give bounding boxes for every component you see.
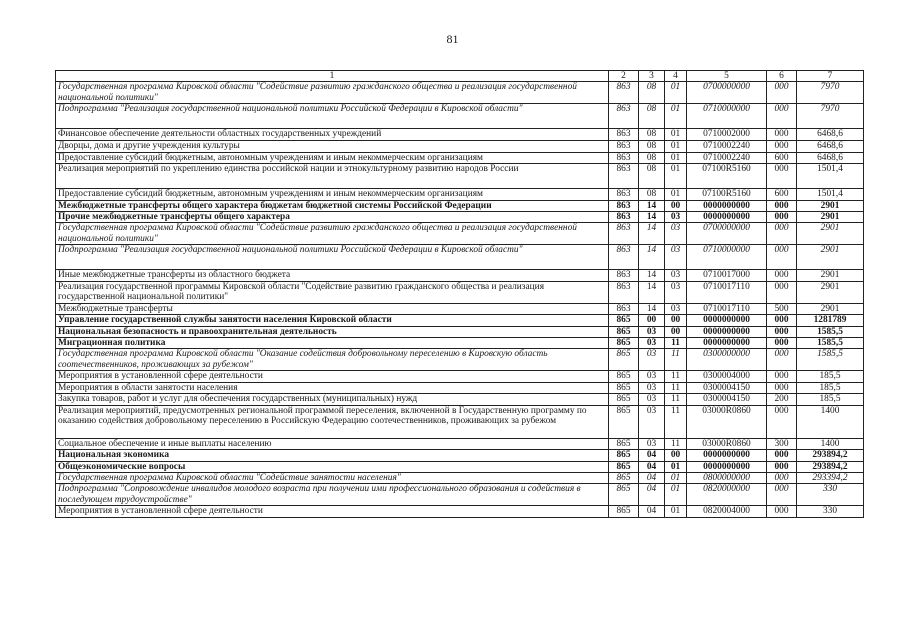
subsection-code-cell: 11 — [665, 338, 687, 349]
item-name-cell: Прочие межбюджетные трансферты общего характера — [56, 212, 609, 223]
amount-cell: 2901 — [797, 223, 864, 245]
expense-type-cell: 000 — [767, 450, 797, 461]
ministry-code-cell: 865 — [609, 326, 639, 337]
section-code-cell: 03 — [639, 394, 665, 405]
section-code-cell: 04 — [639, 484, 665, 506]
subsection-code-cell: 01 — [665, 506, 687, 517]
header-cell: 1 — [56, 71, 609, 82]
table-row — [56, 104, 864, 129]
subsection-code-cell: 00 — [665, 315, 687, 326]
section-code-cell: 04 — [639, 472, 665, 483]
item-name-cell: Мероприятия в установленной сфере деятельности — [56, 506, 609, 517]
item-name-cell: Подпрограмма "Реализация государственной национальной политики Российской Федерации в Кировской области" — [56, 104, 609, 129]
subsection-code-cell: 11 — [665, 371, 687, 382]
amount-cell: 6468,6 — [797, 152, 864, 163]
section-code-cell: 08 — [639, 129, 665, 141]
ministry-code-cell: 863 — [609, 141, 639, 152]
target-article-cell: 0710017110 — [687, 303, 767, 314]
item-name-cell: Реализация мероприятий, предусмотренных региональной программой переселения, включенной в Государственную программу по оказанию содействия добровольному переселению в Российскую Федерацию соотечественников, проживающих за рубежом — [56, 405, 609, 438]
ministry-code-cell: 863 — [609, 281, 639, 303]
target-article-cell: 0000000000 — [687, 315, 767, 326]
section-code-cell: 08 — [639, 141, 665, 152]
target-article-cell: 0710000000 — [687, 104, 767, 129]
ministry-code-cell: 863 — [609, 223, 639, 245]
subsection-code-cell: 11 — [665, 438, 687, 449]
subsection-code-cell: 01 — [665, 82, 687, 104]
section-code-cell: 04 — [639, 506, 665, 517]
expense-type-cell: 000 — [767, 212, 797, 223]
item-name-cell: Общеэкономические вопросы — [56, 461, 609, 472]
amount-cell: 7970 — [797, 104, 864, 129]
expense-type-cell: 200 — [767, 394, 797, 405]
ministry-code-cell: 863 — [609, 82, 639, 104]
expense-type-cell: 000 — [767, 382, 797, 393]
subsection-code-cell: 01 — [665, 189, 687, 200]
item-name-cell: Мероприятия в установленной сфере деятельности — [56, 371, 609, 382]
ministry-code-cell: 863 — [609, 152, 639, 163]
ministry-code-cell: 865 — [609, 450, 639, 461]
item-name-cell: Предоставление субсидий бюджетным, автономным учреждениям и иным некоммерческим организациям — [56, 152, 609, 163]
section-code-cell: 08 — [639, 104, 665, 129]
ministry-code-cell: 865 — [609, 349, 639, 371]
target-article-cell: 0800000000 — [687, 472, 767, 483]
ministry-code-cell: 865 — [609, 371, 639, 382]
table-row — [56, 506, 864, 517]
item-name-cell: Государственная программа Кировской области "Содействие развитию гражданского общества и реализация государственной национальной политики" — [56, 82, 609, 104]
target-article-cell: 07100R5160 — [687, 189, 767, 200]
subsection-code-cell: 01 — [665, 472, 687, 483]
amount-cell: 1400 — [797, 438, 864, 449]
expense-type-cell: 000 — [767, 461, 797, 472]
section-code-cell: 00 — [639, 315, 665, 326]
header-cell: 5 — [687, 71, 767, 82]
header-cell: 4 — [665, 71, 687, 82]
section-code-cell: 14 — [639, 281, 665, 303]
item-name-cell: Подпрограмма "Реализация государственной национальной политики Российской Федерации в Кировской области" — [56, 245, 609, 270]
section-code-cell: 03 — [639, 371, 665, 382]
subsection-code-cell: 03 — [665, 281, 687, 303]
subsection-code-cell: 11 — [665, 349, 687, 371]
amount-cell: 1585,5 — [797, 349, 864, 371]
budget-table — [55, 70, 864, 518]
target-article-cell: 0710000000 — [687, 245, 767, 270]
subsection-code-cell: 01 — [665, 152, 687, 163]
expense-type-cell: 000 — [767, 245, 797, 270]
subsection-code-cell: 01 — [665, 104, 687, 129]
amount-cell: 293394,2 — [797, 472, 864, 483]
table-header-row — [56, 71, 864, 82]
amount-cell: 6468,6 — [797, 129, 864, 141]
target-article-cell: 03000R0860 — [687, 405, 767, 438]
item-name-cell: Дворцы, дома и другие учреждения культуры — [56, 141, 609, 152]
item-name-cell: Мероприятия в области занятости населения — [56, 382, 609, 393]
section-code-cell: 14 — [639, 223, 665, 245]
table-row — [56, 245, 864, 270]
subsection-code-cell: 00 — [665, 450, 687, 461]
table-row — [56, 281, 864, 303]
target-article-cell: 07100R5160 — [687, 164, 767, 189]
subsection-code-cell: 03 — [665, 223, 687, 245]
target-article-cell: 0710002000 — [687, 129, 767, 141]
item-name-cell: Реализация государственной программы Кировской области "Содействие развитию гражданского общества и реализация государственной национальной политики" — [56, 281, 609, 303]
item-name-cell: Государственная программа Кировской области "Содействие занятости населения" — [56, 472, 609, 483]
target-article-cell: 0300004150 — [687, 382, 767, 393]
expense-type-cell: 000 — [767, 129, 797, 141]
page-number: 81 — [446, 32, 459, 46]
target-article-cell: 0000000000 — [687, 338, 767, 349]
target-article-cell: 0710017000 — [687, 270, 767, 281]
expense-type-cell: 000 — [767, 82, 797, 104]
subsection-code-cell: 11 — [665, 394, 687, 405]
table-row — [56, 223, 864, 245]
expense-type-cell: 000 — [767, 281, 797, 303]
table-row — [56, 484, 864, 506]
ministry-code-cell: 865 — [609, 338, 639, 349]
amount-cell: 1501,4 — [797, 164, 864, 189]
table-row — [56, 472, 864, 483]
subsection-code-cell: 11 — [665, 382, 687, 393]
table-row — [56, 152, 864, 163]
table-row — [56, 394, 864, 405]
target-article-cell: 0710002240 — [687, 152, 767, 163]
section-code-cell: 03 — [639, 338, 665, 349]
subsection-code-cell: 01 — [665, 461, 687, 472]
ministry-code-cell: 863 — [609, 212, 639, 223]
ministry-code-cell: 865 — [609, 461, 639, 472]
expense-type-cell: 000 — [767, 484, 797, 506]
ministry-code-cell: 863 — [609, 303, 639, 314]
subsection-code-cell: 03 — [665, 212, 687, 223]
target-article-cell: 0710002240 — [687, 141, 767, 152]
target-article-cell: 0300004150 — [687, 394, 767, 405]
subsection-code-cell: 00 — [665, 326, 687, 337]
expense-type-cell: 000 — [767, 405, 797, 438]
expense-type-cell: 000 — [767, 141, 797, 152]
section-code-cell: 04 — [639, 461, 665, 472]
expense-type-cell: 000 — [767, 371, 797, 382]
target-article-cell: 0000000000 — [687, 200, 767, 211]
expense-type-cell: 000 — [767, 326, 797, 337]
subsection-code-cell: 01 — [665, 484, 687, 506]
header-cell: 2 — [609, 71, 639, 82]
section-code-cell: 04 — [639, 450, 665, 461]
table-row — [56, 438, 864, 449]
table-row — [56, 450, 864, 461]
ministry-code-cell: 865 — [609, 405, 639, 438]
table-row — [56, 382, 864, 393]
amount-cell: 1585,5 — [797, 326, 864, 337]
ministry-code-cell: 863 — [609, 189, 639, 200]
item-name-cell: Национальная безопасность и правоохранительная деятельность — [56, 326, 609, 337]
expense-type-cell: 000 — [767, 472, 797, 483]
target-article-cell: 0820004000 — [687, 506, 767, 517]
amount-cell: 330 — [797, 484, 864, 506]
item-name-cell: Межбюджетные трансферты — [56, 303, 609, 314]
subsection-code-cell: 00 — [665, 200, 687, 211]
target-article-cell: 0700000000 — [687, 223, 767, 245]
target-article-cell: 0700000000 — [687, 82, 767, 104]
ministry-code-cell: 865 — [609, 506, 639, 517]
target-article-cell: 0300004000 — [687, 371, 767, 382]
expense-type-cell: 000 — [767, 270, 797, 281]
section-code-cell: 14 — [639, 245, 665, 270]
ministry-code-cell: 865 — [609, 438, 639, 449]
amount-cell: 185,5 — [797, 394, 864, 405]
table-row — [56, 338, 864, 349]
ministry-code-cell: 865 — [609, 484, 639, 506]
table-row — [56, 349, 864, 371]
table-row — [56, 164, 864, 189]
item-name-cell: Миграционная политика — [56, 338, 609, 349]
expense-type-cell: 000 — [767, 349, 797, 371]
expense-type-cell: 000 — [767, 315, 797, 326]
table-row — [56, 270, 864, 281]
section-code-cell: 03 — [639, 326, 665, 337]
table-row — [56, 200, 864, 211]
item-name-cell: Управление государственной службы занятости населения Кировской области — [56, 315, 609, 326]
table-row — [56, 189, 864, 200]
amount-cell: 293894,2 — [797, 461, 864, 472]
item-name-cell: Межбюджетные трансферты общего характера бюджетам бюджетной системы Российской Федерации — [56, 200, 609, 211]
ministry-code-cell: 863 — [609, 129, 639, 141]
item-name-cell: Социальное обеспечение и иные выплаты населению — [56, 438, 609, 449]
subsection-code-cell: 01 — [665, 164, 687, 189]
item-name-cell: Государственная программа Кировской области "Оказание содействия добровольному переселению в Кировскую область соотечественников, проживающих за рубежом" — [56, 349, 609, 371]
amount-cell: 2901 — [797, 212, 864, 223]
expense-type-cell: 000 — [767, 164, 797, 189]
amount-cell: 185,5 — [797, 382, 864, 393]
section-code-cell: 14 — [639, 270, 665, 281]
subsection-code-cell: 11 — [665, 405, 687, 438]
target-article-cell: 03000R0860 — [687, 438, 767, 449]
expense-type-cell: 300 — [767, 438, 797, 449]
amount-cell: 7970 — [797, 82, 864, 104]
section-code-cell: 14 — [639, 200, 665, 211]
item-name-cell: Подпрограмма "Сопровождение инвалидов молодого возраста при получении ими профессионального образования и содействия в последующем трудоустройстве" — [56, 484, 609, 506]
ministry-code-cell: 865 — [609, 394, 639, 405]
table-row — [56, 212, 864, 223]
subsection-code-cell: 03 — [665, 245, 687, 270]
amount-cell: 2901 — [797, 245, 864, 270]
target-article-cell: 0710017110 — [687, 281, 767, 303]
section-code-cell: 08 — [639, 152, 665, 163]
ministry-code-cell: 863 — [609, 200, 639, 211]
item-name-cell: Государственная программа Кировской области "Содействие развитию гражданского общества и реализация государственной национальной политики" — [56, 223, 609, 245]
subsection-code-cell: 03 — [665, 270, 687, 281]
item-name-cell: Закупка товаров, работ и услуг для обеспечения государственных (муниципальных) нужд — [56, 394, 609, 405]
ministry-code-cell: 863 — [609, 245, 639, 270]
table-row — [56, 141, 864, 152]
ministry-code-cell: 865 — [609, 315, 639, 326]
expense-type-cell: 600 — [767, 152, 797, 163]
amount-cell: 293894,2 — [797, 450, 864, 461]
section-code-cell: 08 — [639, 82, 665, 104]
amount-cell: 2901 — [797, 270, 864, 281]
section-code-cell: 03 — [639, 382, 665, 393]
section-code-cell: 03 — [639, 405, 665, 438]
item-name-cell: Реализация мероприятий по укреплению единства российской нации и этнокультурному развитию народов России — [56, 164, 609, 189]
header-cell: 6 — [767, 71, 797, 82]
target-article-cell: 0000000000 — [687, 450, 767, 461]
item-name-cell: Предоставление субсидий бюджетным, автономным учреждениям и иным некоммерческим организациям — [56, 189, 609, 200]
amount-cell: 2901 — [797, 200, 864, 211]
amount-cell: 1281789 — [797, 315, 864, 326]
target-article-cell: 0000000000 — [687, 212, 767, 223]
table-row — [56, 303, 864, 314]
table-row — [56, 405, 864, 438]
amount-cell: 1501,4 — [797, 189, 864, 200]
target-article-cell: 0300000000 — [687, 349, 767, 371]
table-row — [56, 82, 864, 104]
item-name-cell: Финансовое обеспечение деятельности областных государственных учреждений — [56, 129, 609, 141]
amount-cell: 2901 — [797, 303, 864, 314]
ministry-code-cell: 865 — [609, 472, 639, 483]
expense-type-cell: 500 — [767, 303, 797, 314]
ministry-code-cell: 863 — [609, 164, 639, 189]
expense-type-cell: 000 — [767, 506, 797, 517]
item-name-cell: Национальная экономика — [56, 450, 609, 461]
expense-type-cell: 600 — [767, 189, 797, 200]
section-code-cell: 03 — [639, 438, 665, 449]
header-cell: 3 — [639, 71, 665, 82]
table-row — [56, 129, 864, 141]
expense-type-cell: 000 — [767, 104, 797, 129]
target-article-cell: 0000000000 — [687, 461, 767, 472]
table-row — [56, 461, 864, 472]
section-code-cell: 14 — [639, 303, 665, 314]
subsection-code-cell: 03 — [665, 303, 687, 314]
ministry-code-cell: 863 — [609, 104, 639, 129]
table-row — [56, 315, 864, 326]
section-code-cell: 08 — [639, 164, 665, 189]
item-name-cell: Иные межбюджетные трансферты из областного бюджета — [56, 270, 609, 281]
expense-type-cell: 000 — [767, 223, 797, 245]
amount-cell: 1400 — [797, 405, 864, 438]
section-code-cell: 14 — [639, 212, 665, 223]
amount-cell: 185,5 — [797, 371, 864, 382]
table-row — [56, 371, 864, 382]
target-article-cell: 0000000000 — [687, 326, 767, 337]
ministry-code-cell: 865 — [609, 382, 639, 393]
expense-type-cell: 000 — [767, 200, 797, 211]
subsection-code-cell: 01 — [665, 141, 687, 152]
amount-cell: 2901 — [797, 281, 864, 303]
ministry-code-cell: 863 — [609, 270, 639, 281]
table-row — [56, 326, 864, 337]
section-code-cell: 03 — [639, 349, 665, 371]
expense-type-cell: 000 — [767, 338, 797, 349]
header-cell: 7 — [797, 71, 864, 82]
subsection-code-cell: 01 — [665, 129, 687, 141]
amount-cell: 330 — [797, 506, 864, 517]
amount-cell: 6468,6 — [797, 141, 864, 152]
amount-cell: 1585,5 — [797, 338, 864, 349]
target-article-cell: 0820000000 — [687, 484, 767, 506]
section-code-cell: 08 — [639, 189, 665, 200]
